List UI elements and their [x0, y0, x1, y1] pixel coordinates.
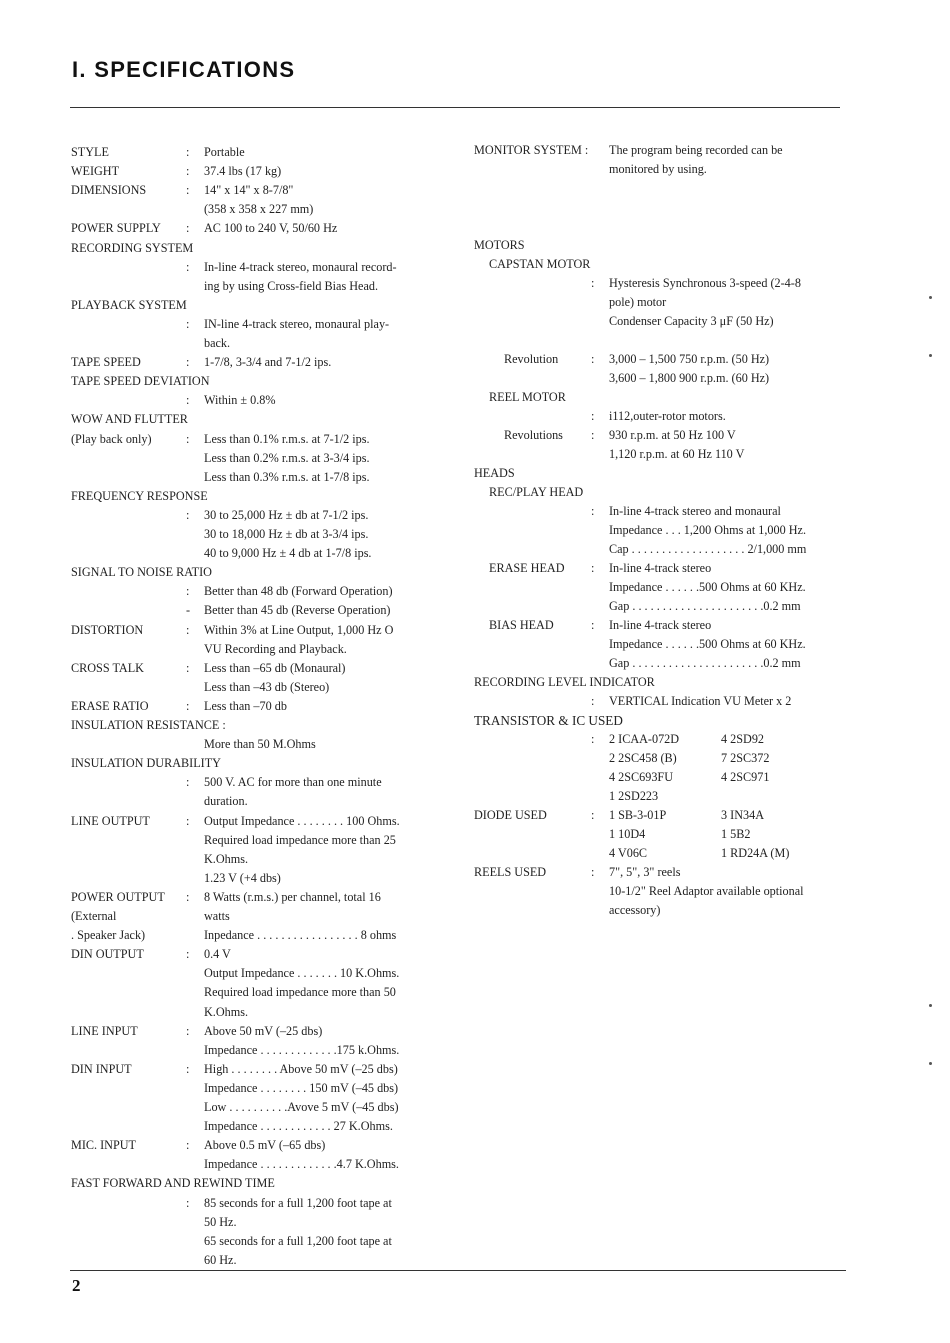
- spec-value: Inpedance . . . . . . . . . . . . . . . . . 8 ohms: [204, 928, 397, 942]
- spec-value: Impedance . . . . . . . . 150 mV (–45 dbs): [204, 1081, 399, 1095]
- spec-value: Low . . . . . . . . . .Avove 5 mV (–45 dbs): [204, 1100, 399, 1114]
- spec-value: VU Recording and Playback.: [204, 642, 347, 656]
- spec-value: Cap . . . . . . . . . . . . . . . . . . . 2/1,000 mm: [609, 542, 807, 556]
- spec-label: DIODE USED: [474, 808, 547, 822]
- spec-value: Better than 48 db (Forward Operation): [204, 584, 393, 598]
- spec-colon: :: [186, 1196, 190, 1210]
- spec-value: 60 Hz.: [204, 1253, 237, 1267]
- spec-value-second: 3 IN34A: [721, 808, 764, 822]
- spec-value: 14" x 14" x 8-7/8": [204, 183, 294, 197]
- spec-value: accessory): [609, 903, 661, 917]
- spec-label: REEL MOTOR: [489, 390, 566, 404]
- spec-label: . Speaker Jack): [71, 928, 146, 942]
- spec-value: 3,600 – 1,800 900 r.p.m. (60 Hz): [609, 371, 770, 385]
- spec-value: pole) motor: [609, 295, 667, 309]
- spec-colon: :: [186, 164, 190, 178]
- spec-colon: :: [591, 732, 595, 746]
- spec-value: In-line 4-track stereo and monaural: [609, 504, 781, 518]
- spec-label: DISTORTION: [71, 623, 144, 637]
- spec-value: Within ± 0.8%: [204, 393, 276, 407]
- spec-colon: :: [186, 1138, 190, 1152]
- spec-colon: :: [186, 699, 190, 713]
- spec-value: 50 Hz.: [204, 1215, 237, 1229]
- spec-label: CAPSTAN MOTOR: [489, 257, 591, 271]
- spec-value: Impedance . . . . . .500 Ohms at 60 KHz.: [609, 580, 806, 594]
- margin-speck: [929, 354, 932, 357]
- spec-value: In-line 4-track stereo: [609, 618, 712, 632]
- margin-speck: [929, 1062, 932, 1065]
- spec-colon: :: [186, 393, 190, 407]
- spec-label: RECORDING LEVEL INDICATOR: [474, 675, 655, 689]
- spec-colon: :: [186, 145, 190, 159]
- spec-label: REELS USED: [474, 865, 547, 879]
- spec-colon: :: [591, 561, 595, 575]
- spec-colon: :: [186, 947, 190, 961]
- spec-value: 1.23 V (+4 dbs): [204, 871, 281, 885]
- spec-value-second: 1 RD24A (M): [721, 846, 790, 860]
- spec-value: 30 to 25,000 Hz ± db at 7-1/2 ips.: [204, 508, 369, 522]
- spec-value: Required load impedance more than 25: [204, 833, 396, 847]
- spec-value: Hysteresis Synchronous 3-speed (2-4-8: [609, 276, 801, 290]
- spec-value: 65 seconds for a full 1,200 foot tape at: [204, 1234, 392, 1248]
- page-title: I. SPECIFICATIONS: [72, 57, 296, 82]
- spec-value-second: 4 2SC971: [721, 770, 770, 784]
- spec-value: Less than 0.2% r.m.s. at 3-3/4 ips.: [204, 451, 370, 465]
- spec-value: Less than –70 db: [204, 699, 287, 713]
- spec-value: 1,120 r.p.m. at 60 Hz 110 V: [609, 447, 745, 461]
- spec-colon: :: [186, 317, 190, 331]
- spec-label: DIN OUTPUT: [71, 947, 144, 961]
- spec-value: Impedance . . . . . . . . . . . . .175 k.Ohms.: [204, 1043, 400, 1057]
- spec-value: More than 50 M.Ohms: [204, 737, 316, 751]
- spec-value: Impedance . . . 1,200 Ohms at 1,000 Hz.: [609, 523, 806, 537]
- spec-label: TAPE SPEED DEVIATION: [71, 374, 210, 388]
- spec-value: 930 r.p.m. at 50 Hz 100 V: [609, 428, 736, 442]
- spec-colon: :: [186, 814, 190, 828]
- spec-value: Above 0.5 mV (–65 dbs): [204, 1138, 326, 1152]
- margin-speck: [929, 1004, 932, 1007]
- spec-label: INSULATION DURABILITY: [71, 756, 221, 770]
- spec-value: Output Impedance . . . . . . . 10 K.Ohms.: [204, 966, 400, 980]
- spec-label: Revolution: [504, 352, 559, 366]
- spec-label: RECORDING SYSTEM: [71, 241, 194, 255]
- spec-label: FREQUENCY RESPONSE: [71, 489, 208, 503]
- spec-label: WEIGHT: [71, 164, 120, 178]
- spec-value: Impedance . . . . . . . . . . . . .4.7 K.Ohms.: [204, 1157, 399, 1171]
- spec-colon: -: [186, 603, 191, 617]
- spec-label: WOW AND FLUTTER: [71, 412, 188, 426]
- spec-value: Less than –43 db (Stereo): [204, 680, 330, 694]
- spec-label: PLAYBACK SYSTEM: [71, 298, 187, 312]
- spec-label: DIN INPUT: [71, 1062, 132, 1076]
- spec-value: 8 Watts (r.m.s.) per channel, total 16: [204, 890, 381, 904]
- spec-label: (Play back only): [71, 432, 152, 446]
- spec-colon: :: [591, 504, 595, 518]
- spec-value: In-line 4-track stereo: [609, 561, 712, 575]
- spec-value: 4 V06C: [609, 846, 648, 860]
- spec-colon: :: [591, 409, 595, 423]
- spec-label: STYLE: [71, 145, 109, 159]
- spec-colon: :: [186, 1024, 190, 1038]
- spec-value: In-line 4-track stereo, monaural record-: [204, 260, 397, 274]
- spec-value: (358 x 358 x 227 mm): [204, 202, 314, 216]
- spec-label: Revolutions: [504, 428, 563, 442]
- spec-label: MONITOR SYSTEM :: [474, 143, 589, 157]
- spec-value: 40 to 9,000 Hz ± 4 db at 1-7/8 ips.: [204, 546, 372, 560]
- spec-label: FAST FORWARD AND REWIND TIME: [71, 1176, 275, 1190]
- spec-label: POWER SUPPLY: [71, 221, 161, 235]
- spec-value: Condenser Capacity 3 μF (50 Hz): [609, 314, 774, 328]
- spec-value: back.: [204, 336, 231, 350]
- spec-value: Output Impedance . . . . . . . . 100 Ohms.: [204, 814, 400, 828]
- spec-value: Within 3% at Line Output, 1,000 Hz O: [204, 623, 394, 637]
- spec-value: Impedance . . . . . . . . . . . . 27 K.Ohms.: [204, 1119, 393, 1133]
- spec-label: ERASE RATIO: [71, 699, 149, 713]
- spec-value: 1 10D4: [609, 827, 646, 841]
- spec-label: TAPE SPEED: [71, 355, 141, 369]
- spec-colon: :: [186, 890, 190, 904]
- spec-label: ERASE HEAD: [489, 561, 565, 575]
- spec-value: 500 V. AC for more than one minute: [204, 775, 382, 789]
- spec-value: Portable: [204, 145, 245, 159]
- spec-colon: :: [186, 508, 190, 522]
- spec-colon: :: [186, 183, 190, 197]
- margin-speck: [929, 296, 932, 299]
- spec-colon: :: [591, 694, 595, 708]
- spec-value: duration.: [204, 794, 248, 808]
- spec-value: 30 to 18,000 Hz ± db at 3-3/4 ips.: [204, 527, 369, 541]
- spec-colon: :: [186, 221, 190, 235]
- top-rule: [70, 107, 840, 108]
- spec-value: IN-line 4-track stereo, monaural play-: [204, 317, 390, 331]
- spec-value: 7", 5", 3" reels: [609, 865, 681, 879]
- spec-value: Above 50 mV (–25 dbs): [204, 1024, 323, 1038]
- spec-value-second: 7 2SC372: [721, 751, 770, 765]
- spec-label: BIAS HEAD: [489, 618, 554, 632]
- spec-colon: :: [591, 276, 595, 290]
- spec-value: High . . . . . . . . Above 50 mV (–25 dbs): [204, 1062, 398, 1076]
- spec-value: 4 2SC693FU: [609, 770, 674, 784]
- spec-label: SIGNAL TO NOISE RATIO: [71, 565, 212, 579]
- spec-value: Less than 0.1% r.m.s. at 7-1/2 ips.: [204, 432, 370, 446]
- spec-value: 2 ICAA-072D: [609, 732, 680, 746]
- spec-value: Required load impedance more than 50: [204, 985, 396, 999]
- spec-value: Impedance . . . . . .500 Ohms at 60 KHz.: [609, 637, 806, 651]
- spec-value: Better than 45 db (Reverse Operation): [204, 603, 391, 617]
- spec-colon: :: [591, 808, 595, 822]
- spec-value: K.Ohms.: [204, 1005, 249, 1019]
- spec-heading: TRANSISTOR & IC USED: [474, 713, 623, 728]
- spec-value: AC 100 to 240 V, 50/60 Hz: [204, 221, 338, 235]
- spec-value: 0.4 V: [204, 947, 231, 961]
- spec-colon: :: [186, 355, 190, 369]
- bottom-rule: [70, 1270, 846, 1271]
- spec-label: CROSS TALK: [71, 661, 144, 675]
- spec-value: 1 SB-3-01P: [609, 808, 667, 822]
- spec-colon: :: [591, 865, 595, 879]
- spec-colon: :: [591, 428, 595, 442]
- spec-label: LINE OUTPUT: [71, 814, 150, 828]
- spec-value: 37.4 lbs (17 kg): [204, 164, 282, 178]
- spec-label: REC/PLAY HEAD: [489, 485, 584, 499]
- spec-value: ing by using Cross-field Bias Head.: [204, 279, 378, 293]
- spec-label: HEADS: [474, 466, 515, 480]
- spec-value: watts: [204, 909, 230, 923]
- page-number: 2: [72, 1276, 81, 1295]
- spec-colon: :: [186, 661, 190, 675]
- spec-label: INSULATION RESISTANCE :: [71, 718, 226, 732]
- spec-value: monitored by using.: [609, 162, 707, 176]
- spec-colon: :: [186, 584, 190, 598]
- spec-value: The program being recorded can be: [609, 143, 783, 157]
- spec-value: VERTICAL Indication VU Meter x 2: [609, 694, 792, 708]
- spec-label: LINE INPUT: [71, 1024, 138, 1038]
- spec-colon: :: [186, 623, 190, 637]
- spec-label: DIMENSIONS: [71, 183, 147, 197]
- spec-value: 2 2SC458 (B): [609, 751, 677, 765]
- spec-value: 1-7/8, 3-3/4 and 7-1/2 ips.: [204, 355, 332, 369]
- spec-value-second: 4 2SD92: [721, 732, 765, 746]
- spec-value: Gap . . . . . . . . . . . . . . . . . . . . . .0.2 mm: [609, 599, 801, 613]
- spec-value-second: 1 5B2: [721, 827, 751, 841]
- spec-value: K.Ohms.: [204, 852, 249, 866]
- spec-value: 1 2SD223: [609, 789, 659, 803]
- spec-value: i112,outer-rotor motors.: [609, 409, 726, 423]
- spec-value: 85 seconds for a full 1,200 foot tape at: [204, 1196, 392, 1210]
- spec-value: Less than –65 db (Monaural): [204, 661, 346, 675]
- spec-value: 3,000 – 1,500 750 r.p.m. (50 Hz): [609, 352, 770, 366]
- spec-colon: :: [186, 1062, 190, 1076]
- spec-colon: :: [591, 618, 595, 632]
- spec-colon: :: [591, 352, 595, 366]
- spec-colon: :: [186, 775, 190, 789]
- spec-label: (External: [71, 909, 117, 923]
- spec-colon: :: [186, 260, 190, 274]
- spec-value: Less than 0.3% r.m.s. at 1-7/8 ips.: [204, 470, 370, 484]
- spec-label: POWER OUTPUT: [71, 890, 165, 904]
- spec-value: 10-1/2" Reel Adaptor available optional: [609, 884, 804, 898]
- spec-colon: :: [186, 432, 190, 446]
- spec-label: MOTORS: [474, 238, 525, 252]
- spec-label: MIC. INPUT: [71, 1138, 137, 1152]
- spec-value: Gap . . . . . . . . . . . . . . . . . . . . . .0.2 mm: [609, 656, 801, 670]
